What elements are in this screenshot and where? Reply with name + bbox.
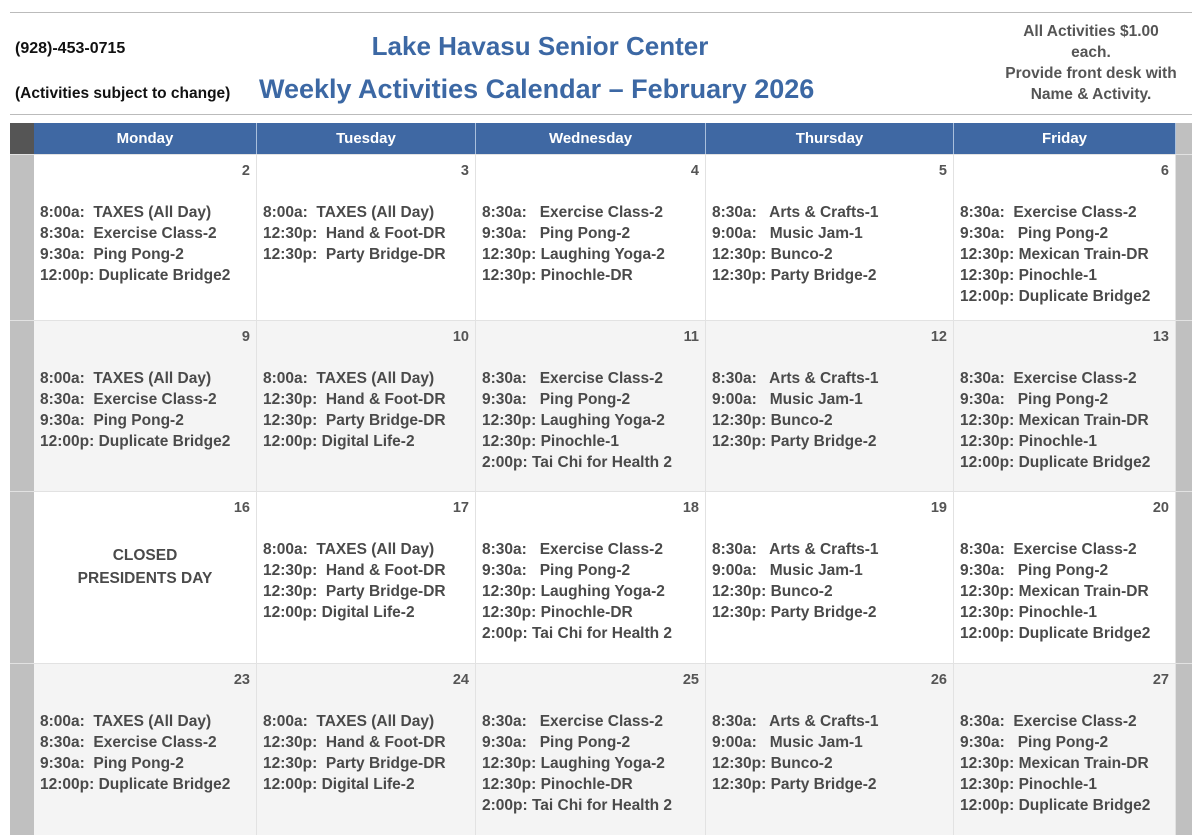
activity-list	[482, 368, 699, 473]
activity-list	[960, 202, 1169, 307]
day-cell	[954, 321, 1176, 491]
activity-item: 12:30p: Pinochle-1	[960, 267, 1097, 284]
header-divider	[10, 114, 1192, 115]
gutter	[1176, 664, 1192, 835]
activity-list	[960, 539, 1169, 644]
day-cell	[706, 155, 954, 320]
phone-number: (928)-453-0715	[15, 40, 126, 57]
activity-item: 9:30a: Ping Pong-2	[482, 225, 631, 242]
info-line: each.	[1071, 44, 1111, 61]
day-cell	[706, 492, 954, 663]
activity-item: 12:00p: Digital Life-2	[263, 433, 415, 450]
day-header-tuesday: Tuesday	[257, 123, 476, 154]
week-row	[10, 154, 1192, 320]
info-line: Provide front desk with	[1005, 65, 1177, 82]
day-cell	[34, 492, 257, 663]
day-cell	[476, 492, 706, 663]
activity-item: 9:00a: Music Jam-1	[712, 391, 863, 408]
date-number: 11	[683, 329, 699, 345]
activity-item: 9:00a: Music Jam-1	[712, 225, 863, 242]
page-subtitle: Weekly Activities Calendar – February 2026	[259, 74, 815, 104]
activity-list	[482, 202, 699, 286]
activity-item: 12:30p: Hand & Foot-DR	[263, 734, 446, 751]
date-number: 27	[1152, 672, 1169, 688]
activity-item: 12:30p: Pinochle-1	[960, 433, 1097, 450]
activity-item: 8:30a: Exercise Class-2	[960, 713, 1137, 730]
activity-item: 12:30p: Pinochle-1	[960, 604, 1097, 621]
closed-line: CLOSED	[112, 547, 178, 564]
gutter	[10, 155, 34, 320]
activity-item: 8:30a: Exercise Class-2	[40, 225, 217, 242]
activity-item: 8:30a: Exercise Class-2	[40, 391, 217, 408]
activity-list	[263, 368, 469, 452]
activity-item: 12:00p: Duplicate Bridge2	[960, 288, 1151, 305]
activity-item: 12:30p: Laughing Yoga-2	[482, 583, 665, 600]
activity-item: 8:30a: Exercise Class-2	[482, 370, 663, 387]
closed-notice	[40, 544, 250, 590]
activity-item: 8:00a: TAXES (All Day)	[263, 541, 435, 558]
date-number: 19	[930, 500, 947, 516]
activity-item: 8:30a: Exercise Class-2	[482, 713, 663, 730]
activity-item: 12:30p: Mexican Train-DR	[960, 755, 1149, 772]
activity-item: 9:30a: Ping Pong-2	[482, 734, 631, 751]
activity-item: 12:30p: Pinochle-DR	[482, 604, 633, 621]
activity-item: 12:30p: Pinochle-1	[482, 433, 619, 450]
day-cell	[257, 321, 476, 491]
activity-item: 12:00p: Duplicate Bridge2	[40, 267, 231, 284]
gutter	[1176, 155, 1192, 320]
activity-item: 2:00p: Tai Chi for Health 2	[482, 454, 673, 471]
day-cell	[476, 155, 706, 320]
activity-list	[482, 711, 699, 816]
gutter	[10, 123, 34, 154]
activity-list	[482, 539, 699, 644]
gutter	[1176, 123, 1192, 154]
date-number: 23	[233, 672, 250, 688]
activity-item: 9:30a: Ping Pong-2	[960, 562, 1109, 579]
info-line: Name & Activity.	[1030, 86, 1152, 103]
activity-item: 8:00a: TAXES (All Day)	[40, 370, 212, 387]
activity-list	[960, 368, 1169, 473]
closed-line: PRESIDENTS DAY	[77, 570, 213, 587]
activity-item: 9:30a: Ping Pong-2	[40, 755, 184, 772]
activity-item: 12:30p: Laughing Yoga-2	[482, 755, 665, 772]
activity-item: 9:30a: Ping Pong-2	[960, 734, 1109, 751]
activity-item: 9:30a: Ping Pong-2	[482, 391, 631, 408]
activity-item: 8:30a: Arts & Crafts-1	[712, 541, 879, 558]
activity-item: 8:30a: Exercise Class-2	[482, 204, 663, 221]
activity-item: 2:00p: Tai Chi for Health 2	[482, 625, 673, 642]
activity-item: 12:30p: Party Bridge-2	[712, 776, 877, 793]
activity-list	[263, 202, 469, 265]
date-number: 24	[452, 672, 469, 688]
activity-list	[712, 539, 947, 623]
activity-item: 12:30p: Laughing Yoga-2	[482, 412, 665, 429]
day-cell	[257, 664, 476, 835]
gutter	[10, 492, 34, 663]
calendar-grid	[10, 123, 1192, 835]
date-number: 12	[930, 329, 947, 345]
activity-item: 8:30a: Arts & Crafts-1	[712, 370, 879, 387]
activity-item: 8:30a: Exercise Class-2	[482, 541, 663, 558]
activity-item: 12:00p: Digital Life-2	[263, 776, 415, 793]
activity-item: 12:30p: Party Bridge-2	[712, 433, 877, 450]
date-number: 25	[682, 672, 699, 688]
date-number: 10	[452, 329, 469, 345]
date-number: 26	[930, 672, 947, 688]
date-number: 5	[938, 163, 947, 179]
day-header-wednesday: Wednesday	[476, 123, 706, 154]
activity-item: 12:30p: Party Bridge-DR	[263, 412, 446, 429]
pricing-info	[990, 21, 1192, 105]
activity-item: 12:30p: Bunco-2	[712, 583, 833, 600]
activity-list	[263, 711, 469, 795]
activity-item: 12:30p: Hand & Foot-DR	[263, 225, 446, 242]
activity-item: 12:30p: Pinochle-DR	[482, 267, 633, 284]
activity-item: 12:30p: Hand & Foot-DR	[263, 562, 446, 579]
day-header-row	[10, 123, 1192, 154]
activity-item: 9:30a: Ping Pong-2	[40, 246, 184, 263]
page-title: Lake Havasu Senior Center	[371, 31, 709, 61]
week-row	[10, 491, 1192, 663]
day-cell	[954, 155, 1176, 320]
date-number: 4	[690, 163, 699, 179]
activity-item: 8:00a: TAXES (All Day)	[40, 204, 212, 221]
activity-item: 12:30p: Party Bridge-2	[712, 267, 877, 284]
date-number: 6	[1160, 163, 1169, 179]
activity-item: 12:30p: Pinochle-1	[960, 776, 1097, 793]
day-cell	[954, 492, 1176, 663]
activity-item: 8:30a: Exercise Class-2	[960, 541, 1137, 558]
activity-item: 8:30a: Exercise Class-2	[960, 370, 1137, 387]
activity-item: 9:30a: Ping Pong-2	[960, 391, 1109, 408]
activity-list	[712, 202, 947, 286]
day-header-monday: Monday	[34, 123, 257, 154]
activity-item: 12:30p: Party Bridge-DR	[263, 583, 446, 600]
date-number: 2	[241, 163, 250, 179]
day-cell	[34, 664, 257, 835]
activity-item: 9:00a: Music Jam-1	[712, 562, 863, 579]
activity-item: 12:00p: Duplicate Bridge2	[40, 776, 231, 793]
activity-item: 12:30p: Bunco-2	[712, 412, 833, 429]
activity-item: 8:30a: Arts & Crafts-1	[712, 713, 879, 730]
date-number: 13	[1152, 329, 1169, 345]
activity-item: 9:30a: Ping Pong-2	[40, 412, 184, 429]
top-divider	[10, 12, 1192, 13]
activity-item: 12:00p: Duplicate Bridge2	[40, 433, 231, 450]
activity-item: 12:00p: Digital Life-2	[263, 604, 415, 621]
activity-item: 12:30p: Laughing Yoga-2	[482, 246, 665, 263]
activity-item: 8:00a: TAXES (All Day)	[40, 713, 212, 730]
activity-item: 9:00a: Music Jam-1	[712, 734, 863, 751]
activity-item: 12:30p: Bunco-2	[712, 755, 833, 772]
info-line: All Activities $1.00	[1023, 23, 1159, 40]
day-cell	[257, 492, 476, 663]
day-cell	[706, 664, 954, 835]
activity-item: 12:30p: Party Bridge-DR	[263, 755, 446, 772]
day-cell	[257, 155, 476, 320]
activity-list	[960, 711, 1169, 816]
day-cell	[34, 321, 257, 491]
activity-item: 12:00p: Duplicate Bridge2	[960, 454, 1151, 471]
change-note: (Activities subject to change)	[15, 85, 231, 102]
week-row	[10, 663, 1192, 835]
activity-item: 12:30p: Mexican Train-DR	[960, 246, 1149, 263]
activity-list	[263, 539, 469, 623]
activity-list	[40, 711, 250, 795]
day-cell	[476, 664, 706, 835]
day-cell	[706, 321, 954, 491]
activity-item: 12:30p: Bunco-2	[712, 246, 833, 263]
activity-item: 12:30p: Mexican Train-DR	[960, 412, 1149, 429]
activity-item: 12:30p: Party Bridge-2	[712, 604, 877, 621]
date-number: 20	[1152, 500, 1169, 516]
date-number: 16	[233, 500, 250, 516]
activity-item: 9:30a: Ping Pong-2	[482, 562, 631, 579]
activity-item: 8:00a: TAXES (All Day)	[263, 713, 435, 730]
activity-item: 12:00p: Duplicate Bridge2	[960, 625, 1151, 642]
date-number: 3	[460, 163, 469, 179]
date-number: 18	[682, 500, 699, 516]
day-cell	[34, 155, 257, 320]
gutter	[10, 664, 34, 835]
activity-item: 12:30p: Hand & Foot-DR	[263, 391, 446, 408]
activity-item: 8:30a: Exercise Class-2	[40, 734, 217, 751]
day-header-thursday: Thursday	[706, 123, 954, 154]
activity-list	[40, 368, 250, 452]
date-number: 17	[452, 500, 469, 516]
activity-item: 8:30a: Exercise Class-2	[960, 204, 1137, 221]
activity-list	[40, 202, 250, 286]
activity-item: 8:30a: Arts & Crafts-1	[712, 204, 879, 221]
activity-item: 12:30p: Pinochle-DR	[482, 776, 633, 793]
activity-item: 12:30p: Party Bridge-DR	[263, 246, 446, 263]
gutter	[1176, 321, 1192, 491]
day-cell	[476, 321, 706, 491]
activity-item: 2:00p: Tai Chi for Health 2	[482, 797, 673, 814]
activity-item: 9:30a: Ping Pong-2	[960, 225, 1109, 242]
activity-list	[712, 711, 947, 795]
activity-list	[712, 368, 947, 452]
day-cell	[954, 664, 1176, 835]
activity-item: 8:00a: TAXES (All Day)	[263, 370, 435, 387]
week-row	[10, 320, 1192, 491]
date-number: 9	[241, 329, 250, 345]
day-header-friday: Friday	[954, 123, 1176, 154]
gutter	[1176, 492, 1192, 663]
activity-item: 12:00p: Duplicate Bridge2	[960, 797, 1151, 814]
activity-item: 8:00a: TAXES (All Day)	[263, 204, 435, 221]
activity-item: 12:30p: Mexican Train-DR	[960, 583, 1149, 600]
gutter	[10, 321, 34, 491]
